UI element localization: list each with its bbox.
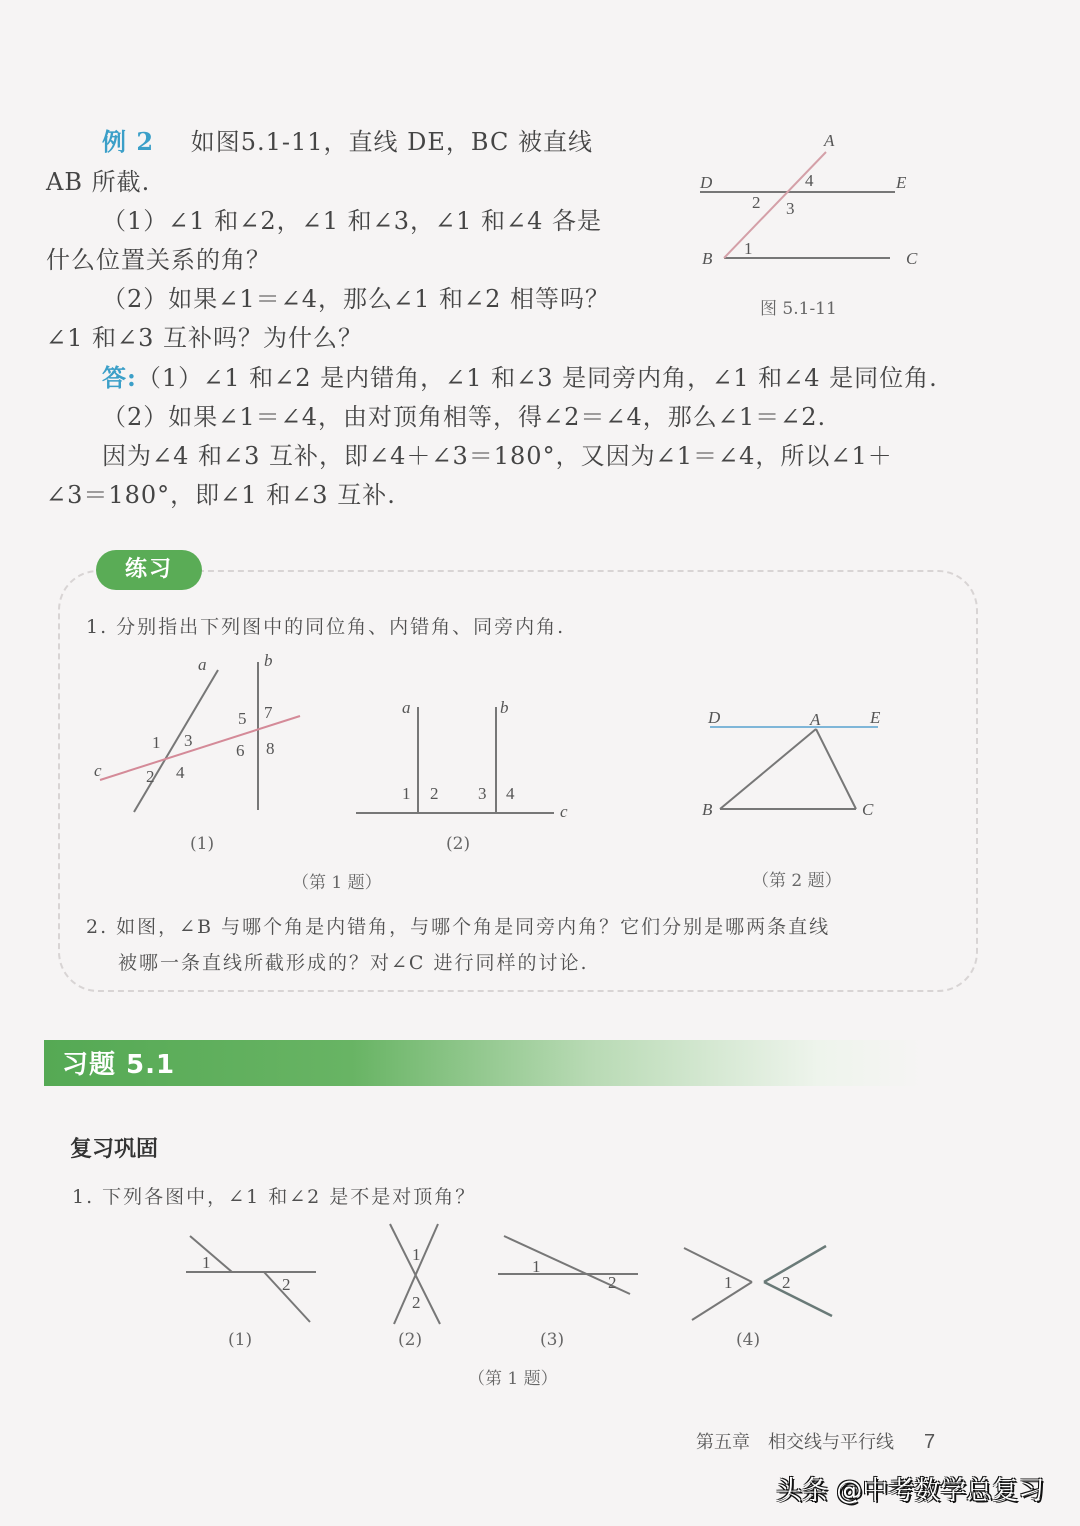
angle-2-label: 2 xyxy=(608,1273,617,1292)
angle-2-label: 2 xyxy=(430,784,439,803)
example-line-4: 什么位置关系的角？ xyxy=(46,246,271,274)
example-label: 例 2 xyxy=(102,127,155,156)
angle-3-label: 3 xyxy=(184,731,193,750)
point-a-label: A xyxy=(824,131,835,150)
practice-figure-1-caption: (1) xyxy=(190,834,215,854)
line-b-label: b xyxy=(500,698,509,717)
angle-1-label: 1 xyxy=(744,239,753,258)
angle-2-label: 2 xyxy=(282,1275,291,1294)
practice-question-1: 1. 分别指出下列图中的同位角、内错角、同旁内角. xyxy=(86,616,566,638)
practice-question-2-line-1: 2. 如图，∠B 与哪个角是内错角，与哪个角是同旁内角？它们分别是哪两条直线 xyxy=(86,916,831,938)
example-line-1: 如图5.1-11，直线 DE，BC 被直线 xyxy=(190,128,593,156)
example-line-3: （1）∠1 和∠2，∠1 和∠3，∠1 和∠4 各是 xyxy=(102,207,603,235)
example-2-text xyxy=(46,124,666,364)
angle-1-label: 1 xyxy=(532,1257,541,1276)
exercise-figure-2 xyxy=(380,1218,450,1328)
line-c-label: c xyxy=(94,761,102,780)
exercises-title: 习题 5.1 xyxy=(62,1050,176,1080)
exercise-figure-1-caption: (1) xyxy=(228,1330,253,1350)
practice-q1-caption: （第 1 题） xyxy=(292,873,382,893)
answer-line-4: ∠3＝180°，即∠1 和∠3 互补. xyxy=(46,481,396,509)
line-a-label: a xyxy=(198,655,207,674)
point-c-label: C xyxy=(906,249,918,268)
angle-1-label: 1 xyxy=(402,784,411,803)
point-b-label: B xyxy=(702,249,713,268)
point-b-label: B xyxy=(702,800,713,819)
angle-2-label: 2 xyxy=(412,1293,421,1312)
angle-5-label: 5 xyxy=(238,709,247,728)
answer-label: 答: xyxy=(102,363,137,392)
exercise-figure-2-caption: (2) xyxy=(398,1330,423,1350)
page-footer xyxy=(696,1428,935,1454)
exercise-figure-1 xyxy=(180,1228,320,1328)
angle-4-label: 4 xyxy=(506,784,515,803)
practice-figure-triangle xyxy=(700,705,900,825)
practice-figure-2 xyxy=(350,695,580,825)
angle-4-label: 4 xyxy=(805,171,814,190)
practice-figure-1 xyxy=(86,650,316,820)
point-d-label: D xyxy=(708,708,721,727)
point-d-label: D xyxy=(700,173,713,192)
answer-line-2: （2）如果∠1＝∠4，由对顶角相等，得∠2＝∠4，那么∠1＝∠2. xyxy=(102,403,827,431)
angle-4-label: 4 xyxy=(176,763,185,782)
example-answer xyxy=(46,362,1006,522)
page-number: 7 xyxy=(924,1431,936,1453)
line-b-label: b xyxy=(264,651,273,670)
figure-caption: 图 5.1-11 xyxy=(760,299,837,319)
example-line-5: （2）如果∠1＝∠4，那么∠1 和∠2 相等吗？ xyxy=(102,285,611,313)
example-line-6: ∠1 和∠3 互补吗？为什么？ xyxy=(46,324,364,352)
angle-3-label: 3 xyxy=(786,199,795,218)
angle-1-label: 1 xyxy=(724,1273,733,1292)
practice-figure-2-caption: (2) xyxy=(446,834,471,854)
point-c-label: C xyxy=(862,800,874,819)
chapter-title: 第五章 相交线与平行线 xyxy=(696,1432,894,1453)
angle-7-label: 7 xyxy=(264,703,273,722)
answer-line-1: （1）∠1 和∠2 是内错角，∠1 和∠3 是同旁内角，∠1 和∠4 是同位角. xyxy=(136,364,938,392)
exercise-figure-3-caption: (3) xyxy=(540,1330,565,1350)
exercises-banner xyxy=(44,1040,924,1086)
practice-q2-caption: （第 2 题） xyxy=(752,871,842,891)
point-e-label: E xyxy=(896,173,907,192)
angle-1-label: 1 xyxy=(202,1253,211,1272)
point-e-label: E xyxy=(870,708,881,727)
exercise-figures-caption: （第 1 题） xyxy=(468,1369,558,1389)
angle-2-label: 2 xyxy=(752,193,761,212)
angle-1-label: 1 xyxy=(412,1245,421,1264)
point-a-label: A xyxy=(810,710,821,729)
exercise-question-1: 1. 下列各图中，∠1 和∠2 是不是对顶角？ xyxy=(72,1186,477,1208)
section-review-title: 复习巩固 xyxy=(70,1137,159,1162)
exercise-figure-4 xyxy=(676,1240,836,1330)
line-a-label: a xyxy=(402,698,411,717)
angle-3-label: 3 xyxy=(478,784,487,803)
practice-title-badge: 练习 xyxy=(96,550,202,590)
exercise-figure-4-caption: (4) xyxy=(736,1330,761,1350)
angle-8-label: 8 xyxy=(266,739,275,758)
exercise-figure-3 xyxy=(496,1228,641,1298)
practice-question-2-line-2: 被哪一条直线所截形成的？对∠C 进行同样的讨论. xyxy=(118,952,589,974)
angle-2-label: 2 xyxy=(782,1273,791,1292)
watermark: 头条 @中考数学总复习 xyxy=(776,1476,1045,1506)
example-line-2: AB 所截. xyxy=(46,168,151,196)
answer-line-3: 因为∠4 和∠3 互补，即∠4＋∠3＝180°，又因为∠1＝∠4，所以∠1＋ xyxy=(102,442,893,470)
line-c-label: c xyxy=(560,802,568,821)
angle-1-label: 1 xyxy=(152,733,161,752)
angle-6-label: 6 xyxy=(236,741,245,760)
angle-2-label: 2 xyxy=(146,767,155,786)
